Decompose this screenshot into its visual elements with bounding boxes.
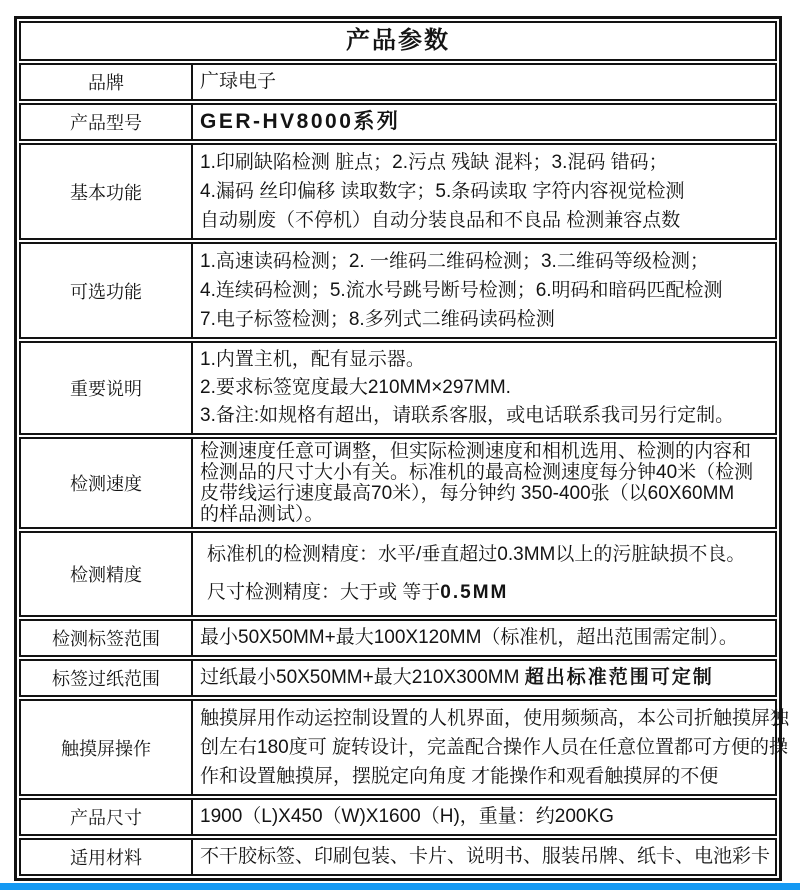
value-line: 1.印刷缺陷检测 脏点；2.污点 残缺 混料；3.混码 错码； — [200, 152, 668, 173]
row-label: 重要说明 — [21, 343, 193, 433]
row-value — [193, 105, 775, 139]
value-line: GER-HV8000系列 — [200, 110, 401, 133]
value-line: 尺寸检测精度：大于或 等于0.5MM — [207, 582, 509, 603]
value-line: 的样品测试）。 — [200, 504, 324, 525]
row-value — [193, 840, 778, 874]
row-value — [193, 244, 775, 337]
row-label: 检测精度 — [21, 533, 193, 615]
value-line: 标准机的检测精度：水平/垂直超过0.3MM以上的污脏缺损不良。 — [207, 544, 746, 565]
value-line: 广琭电子 — [200, 71, 277, 92]
row-value — [193, 661, 775, 695]
row-label: 标签过纸范围 — [21, 661, 193, 695]
value-line: 1.内置主机，配有显示器。 — [200, 349, 425, 370]
value-line: 检测品的尺寸大小有关。标准机的最高检测速度每分钟40米（检测 — [200, 462, 754, 483]
row-label: 基本功能 — [21, 145, 193, 238]
row-label: 品牌 — [21, 65, 193, 99]
value-line: 检测速度任意可调整，但实际检测速度和相机选用、检测的内容和 — [200, 441, 752, 462]
spec-row-precision — [19, 531, 777, 617]
spec-row-label-range — [19, 619, 777, 657]
value-line: 皮带线运行速度最高70米），每分钟约 350-400张（以60X60MM — [200, 483, 735, 504]
spec-row-brand — [19, 63, 777, 101]
row-value — [193, 800, 775, 834]
bottom-accent-bar — [0, 883, 800, 890]
spec-row-touchscreen — [19, 699, 790, 796]
value-line: 4.漏码 丝印偏移 读取数字；5.条码读取 字符内容视觉检测 — [200, 181, 685, 202]
row-value — [193, 701, 797, 794]
value-line: 1.高速读码检测；2. 一维码二维码检测；3.二维码等级检测； — [200, 251, 709, 272]
row-label: 检测标签范围 — [21, 621, 193, 655]
value-line: 最小50X50MM+最大100X120MM（标准机，超出范围需定制）。 — [200, 627, 738, 648]
row-value — [193, 65, 775, 99]
value-line: 创左右180度可 旋转设计，完盖配合操作人员在任意位置都可方便的操 — [200, 737, 788, 758]
row-label: 产品尺寸 — [21, 800, 193, 834]
row-value — [193, 439, 775, 527]
table-title: 产品参数 — [19, 21, 777, 61]
value-line: 过纸最小50X50MM+最大210X300MM 超出标准范围可定制 — [200, 667, 714, 688]
spec-row-materials — [19, 838, 777, 876]
spec-rows — [19, 63, 790, 876]
row-label: 适用材料 — [21, 840, 193, 874]
row-value — [193, 621, 775, 655]
spec-row-model — [19, 103, 777, 141]
spec-row-size — [19, 798, 777, 836]
value-line: 作和设置触摸屏，摆脱定向角度 才能操作和观看触摸屏的不便 — [200, 766, 719, 787]
value-line: 触摸屏用作动运控制设置的人机界面，使用频频高，本公司折触摸屏独 — [200, 708, 790, 729]
product-spec-table — [14, 16, 790, 881]
spec-row-optional-functions — [19, 242, 777, 339]
row-label: 可选功能 — [21, 244, 193, 337]
row-value — [193, 145, 775, 238]
value-line: 3.备注:如规格有超出，请联系客服，或电话联系我司另行定制。 — [200, 405, 735, 426]
spec-row-speed — [19, 437, 777, 529]
row-label: 检测速度 — [21, 439, 193, 527]
value-line: 自动剔废（不停机）自动分装良品和不良品 检测兼容点数 — [200, 210, 681, 231]
spec-row-basic-functions — [19, 143, 777, 240]
spec-row-notes — [19, 341, 777, 435]
value-line: 7.电子标签检测；8.多列式二维码读码检测 — [200, 309, 555, 330]
value-line: 1900（L)X450（W)X1600（H)，重量：约200KG — [200, 806, 614, 827]
row-label: 产品型号 — [21, 105, 193, 139]
row-value — [193, 343, 775, 433]
row-value — [193, 533, 775, 615]
value-line: 2.要求标签宽度最大210MM×297MM. — [200, 377, 511, 398]
value-line: 不干胶标签、印刷包装、卡片、说明书、服装吊牌、纸卡、电池彩卡 — [200, 846, 771, 867]
spec-row-paper-range — [19, 659, 777, 697]
value-line: 4.连续码检测；5.流水号跳号断号检测；6.明码和暗码匹配检测 — [200, 280, 723, 301]
row-label: 触摸屏操作 — [21, 701, 193, 794]
